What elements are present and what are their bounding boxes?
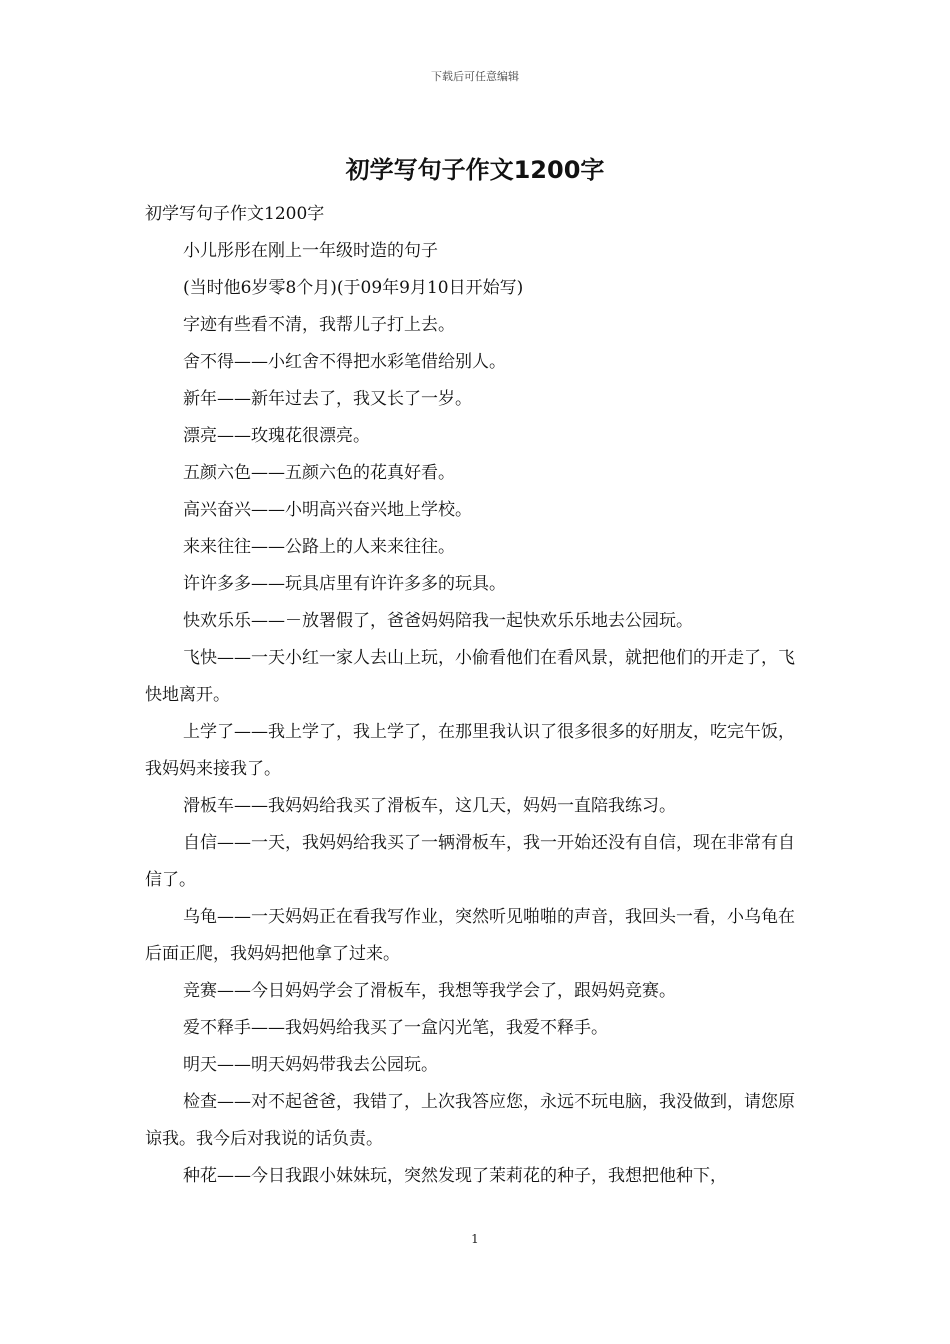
page-header: 下载后可任意编辑 bbox=[431, 70, 519, 83]
paragraph: 高兴奋兴——小明高兴奋兴地上学校。 bbox=[183, 500, 472, 520]
paragraph: 上学了——我上学了，我上学了，在那里我认识了很多很多的好朋友，吃完午饭，我妈妈来接我了。 bbox=[145, 722, 795, 779]
paragraph: 乌龟——一天妈妈正在看我写作业，突然听见啪啪的声音，我回头一看，小乌龟在后面正爬，我妈妈把他拿了过来。 bbox=[145, 907, 795, 964]
paragraph: 漂亮——玫瑰花很漂亮。 bbox=[183, 426, 370, 446]
paragraph: 滑板车——我妈妈给我买了滑板车，这几天，妈妈一直陪我练习。 bbox=[183, 796, 676, 816]
paragraph: 竞赛——今日妈妈学会了滑板车，我想等我学会了，跟妈妈竞赛。 bbox=[183, 981, 676, 1001]
paragraph: 许许多多——玩具店里有许许多多的玩具。 bbox=[183, 574, 506, 594]
paragraph: 初学写句子作文1200字 bbox=[145, 204, 325, 224]
paragraph: 飞快——一天小红一家人去山上玩，小偷看他们在看风景，就把他们的开走了，飞快地离开。 bbox=[145, 648, 795, 705]
paragraph: 舍不得——小红舍不得把水彩笔借给别人。 bbox=[183, 352, 506, 372]
paragraph: 小儿彤彤在刚上一年级时造的句子 bbox=[183, 241, 438, 261]
page-number: 1 bbox=[471, 1232, 479, 1246]
paragraph: 字迹有些看不清，我帮儿子打上去。 bbox=[183, 315, 455, 335]
document-title: 初学写句子作文1200字 bbox=[345, 156, 605, 184]
paragraph: 新年——新年过去了，我又长了一岁。 bbox=[183, 389, 472, 409]
paragraph: 自信——一天，我妈妈给我买了一辆滑板车，我一开始还没有自信，现在非常有自信了。 bbox=[145, 833, 795, 890]
document-body bbox=[145, 196, 810, 1195]
paragraph: (当时他6岁零8个月)(于09年9月10日开始写) bbox=[183, 278, 524, 298]
paragraph: 明天——明天妈妈带我去公园玩。 bbox=[183, 1055, 438, 1075]
paragraph: 快欢乐乐——－放署假了，爸爸妈妈陪我一起快欢乐乐地去公园玩。 bbox=[183, 611, 693, 631]
paragraph: 种花——今日我跟小妹妹玩，突然发现了茉莉花的种子，我想把他种下， bbox=[183, 1166, 727, 1186]
paragraph: 检查——对不起爸爸，我错了，上次我答应您，永远不玩电脑，我没做到，请您原谅我。我今后对我说的话负责。 bbox=[145, 1092, 795, 1149]
paragraph: 五颜六色——五颜六色的花真好看。 bbox=[183, 463, 455, 483]
paragraph: 来来往往——公路上的人来来往往。 bbox=[183, 537, 455, 557]
paragraph: 爱不释手——我妈妈给我买了一盒闪光笔，我爱不释手。 bbox=[183, 1018, 608, 1038]
